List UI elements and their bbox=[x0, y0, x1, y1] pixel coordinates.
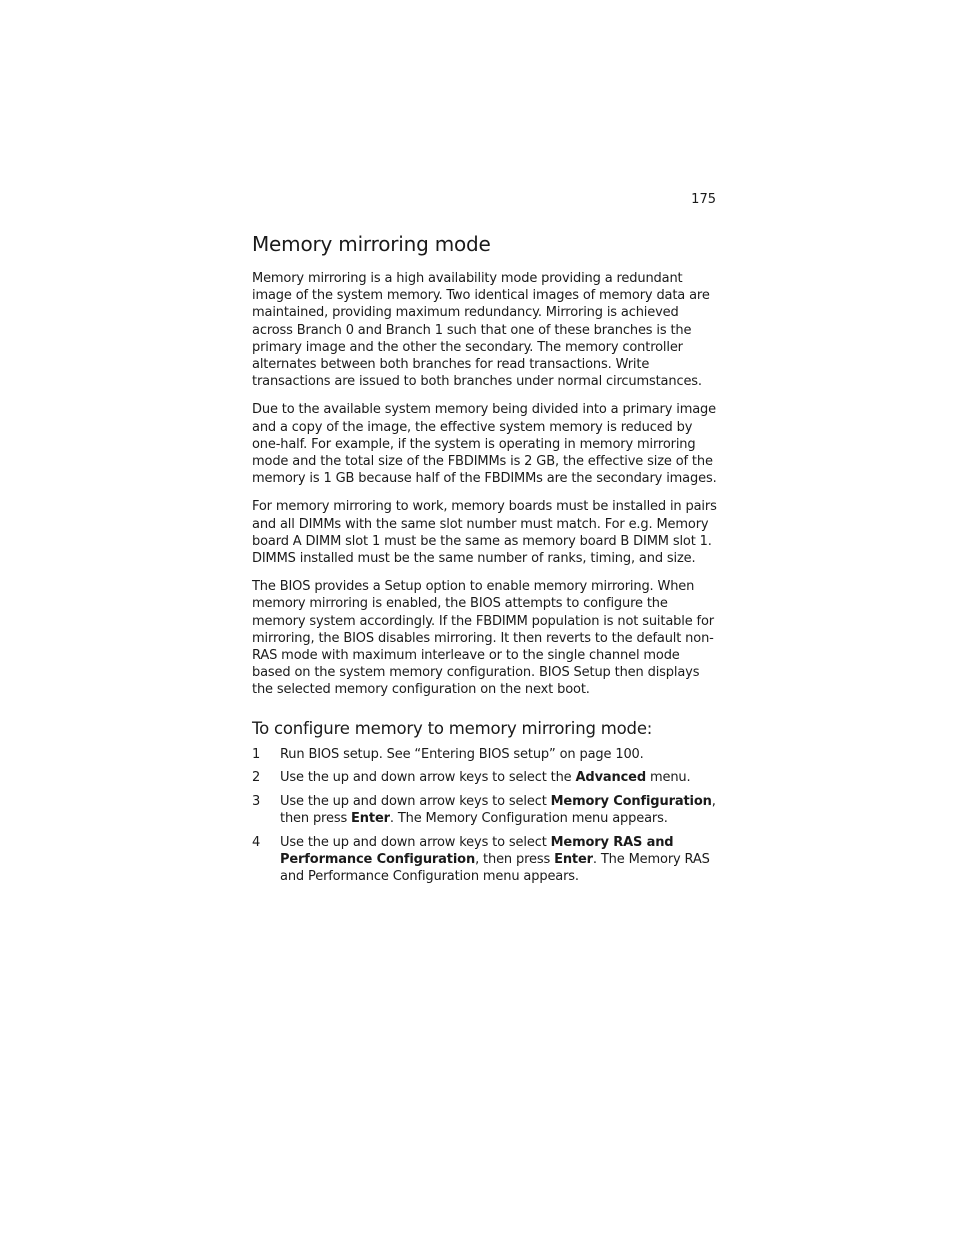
key-name-enter: Enter bbox=[554, 852, 593, 868]
paragraph-effective-memory: Due to the available system memory being divided into a primary image and a copy of the image, the effective system memory is reduced by one-half. For example, if the system is operating in memory mirroring mode and the total size of the FBDIMMs is 2 GB, the effective size of the memory is 1 GB because half of the FBDIMMs are the secondary images. bbox=[252, 402, 717, 487]
step-text: , then press bbox=[475, 852, 555, 868]
section-title: Memory mirroring mode bbox=[252, 232, 491, 256]
procedure-step bbox=[252, 746, 717, 763]
document-body bbox=[252, 230, 717, 892]
step-text: Use the up and down arrow keys to select bbox=[280, 794, 551, 810]
procedure-step bbox=[252, 769, 717, 786]
procedure-step bbox=[252, 834, 717, 886]
step-text: Use the up and down arrow keys to select the bbox=[280, 770, 576, 786]
step-number: 4 bbox=[252, 834, 261, 850]
procedure-steps bbox=[252, 746, 717, 886]
paragraph-installation-requirements: For memory mirroring to work, memory boards must be installed in pairs and all DIMMs with the same slot number must match. For e.g. Memory board A DIMM slot 1 must be the same as memory board B DIMM slot 1. DIMMS installed must be the same number of ranks, timing, and size. bbox=[252, 499, 717, 567]
step-text: Run BIOS setup. See “Entering BIOS setup” on page 100. bbox=[280, 746, 644, 762]
step-number: 2 bbox=[252, 770, 261, 786]
key-name-enter: Enter bbox=[351, 811, 390, 827]
step-text: . The Memory Configuration menu appears. bbox=[389, 811, 668, 827]
step-text: menu. bbox=[646, 770, 691, 786]
step-number: 1 bbox=[252, 746, 261, 762]
step-text: . The Memory RAS and Performance Configuration menu appears. bbox=[280, 852, 710, 885]
step-text: Use the up and down arrow keys to select bbox=[280, 834, 551, 850]
menu-name-memory-ras-performance: Memory RAS and Performance Configuration bbox=[280, 834, 674, 868]
paragraph-bios-setup-option: The BIOS provides a Setup option to enable memory mirroring. When memory mirroring is enabled, the BIOS attempts to configure the memory system accordingly. If the FBDIMM population is not suitable for mirroring, the BIOS disables mirroring. It then reverts to the default non-RAS mode with maximum interleave or to the single channel mode based on the system memory configuration. BIOS Setup then displays the selected memory configuration on the next boot. bbox=[252, 579, 714, 698]
step-text: , then press bbox=[280, 794, 716, 827]
procedure-step bbox=[252, 793, 717, 827]
page-number: 175 bbox=[691, 192, 716, 207]
paragraph-mirroring-overview: Memory mirroring is a high availability mode providing a redundant image of the system memory. Two identical images of memory data are maintained, providing maximum redundancy. Mirroring is achieved across Branch 0 and Branch 1 such that one of these branches is the primary image and the other the secondary. The memory controller alternates between both branches for read transactions. Write transactions are issued to both branches under normal circumstances. bbox=[252, 271, 710, 390]
menu-name-advanced: Advanced bbox=[575, 770, 646, 786]
menu-name-memory-configuration: Memory Configuration bbox=[550, 794, 712, 810]
procedure-heading: To configure memory to memory mirroring mode: bbox=[252, 718, 653, 738]
step-number: 3 bbox=[252, 794, 261, 810]
